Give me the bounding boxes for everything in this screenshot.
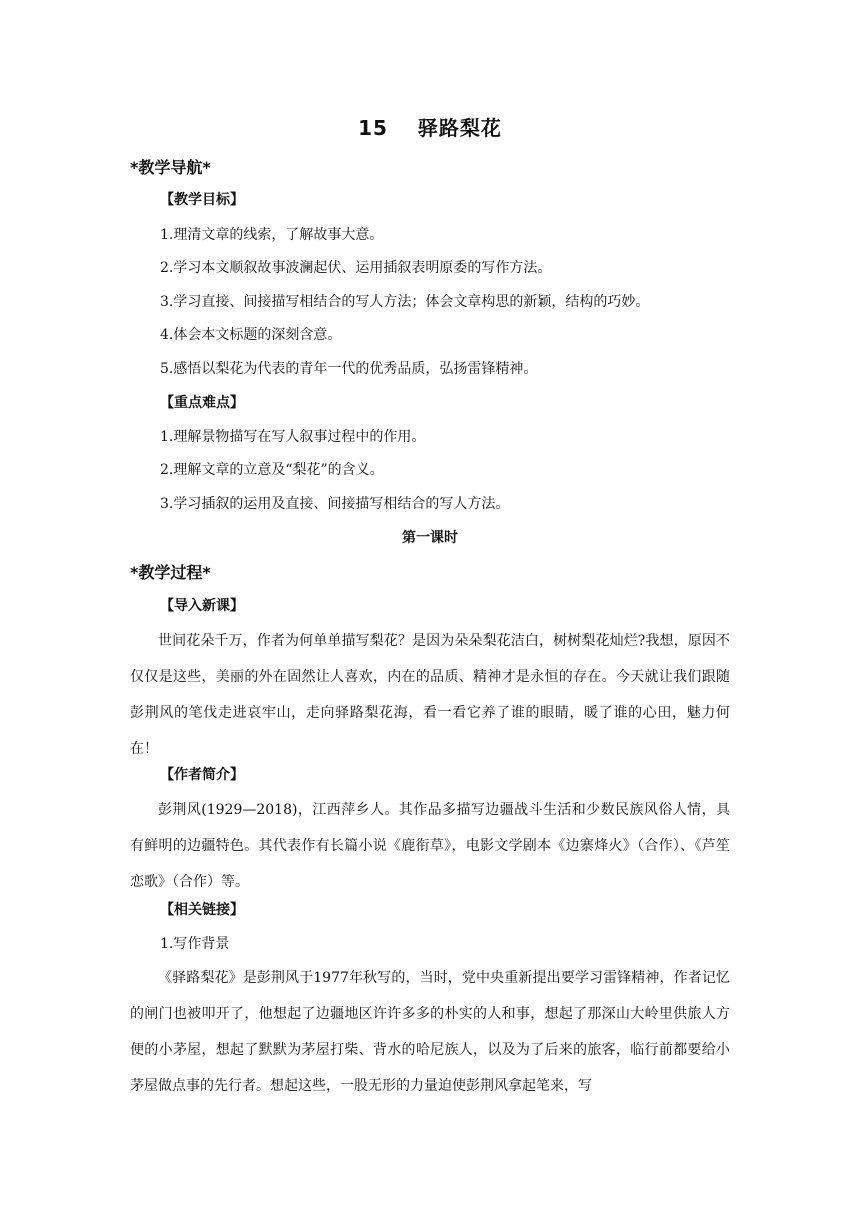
key-points-heading: 【重点难点】 bbox=[160, 395, 244, 411]
goal-item: 5.感悟以梨花为代表的青年一代的优秀品质，弘扬雷锋精神。 bbox=[160, 361, 538, 377]
author-heading: 【作者简介】 bbox=[160, 767, 244, 783]
intro-paragraph: 世间花朵千万，作者为何单单描写梨花？是因为朵朵梨花洁白，树树梨花灿烂?我想，原因不仅仅是这些，美丽的外在固然让人喜欢，内在的品质、精神才是永恒的存在。今天就让我们跟随彭荆风的笔伐走进哀牢山，走向驿路梨花海，看一看它养了谁的眼睛，暖了谁的心田，魅力何在！ bbox=[130, 633, 730, 757]
goal-item: 3.学习直接、间接描写相结合的写人方法；体会文章构思的新颖，结构的巧妙。 bbox=[160, 294, 650, 310]
key-point-item: 1.理解景物描写在写人叙事过程中的作用。 bbox=[160, 429, 426, 445]
author-paragraph: 彭荆风(1929—2018)，江西萍乡人。其作品多描写边疆战斗生活和少数民族风俗人情，具有鲜明的边疆特色。其代表作有长篇小说《鹿衔草》，电影文学剧本《边寨烽火》（合作）、《芦笙恋歌》（合作）等。 bbox=[130, 802, 730, 890]
key-point-item: 2.理解文章的立意及“梨花”的含义。 bbox=[160, 462, 384, 478]
period-heading: 第一课时 bbox=[402, 530, 458, 546]
lesson-title: 驿路梨花 bbox=[417, 116, 502, 140]
intro-heading: 【导入新课】 bbox=[160, 598, 244, 614]
key-point-item: 3.学习插叙的运用及直接、间接描写相结合的写人方法。 bbox=[160, 496, 510, 512]
page-title bbox=[0, 113, 860, 143]
goal-item: 1.理清文章的线索，了解故事大意。 bbox=[160, 227, 384, 243]
teaching-process-heading: *教学过程* bbox=[130, 563, 211, 582]
background-paragraph: 《驿路梨花》是彭荆风于1977年秋写的，当时，党中央重新提出要学习雷锋精神，作者记忆的闸门也被叩开了，他想起了边疆地区许许多多的朴实的人和事，想起了那深山大岭里供旅人方便的小茅屋，想起了默默为茅屋打柴、背水的哈尼族人，以及为了后来的旅客，临行前都要给小茅屋做点事的先行者。想起这些，一股无形的力量迫使彭荆风拿起笔来，写 bbox=[130, 970, 730, 1094]
lesson-number: 15 bbox=[358, 116, 388, 140]
teaching-goals-heading: 【教学目标】 bbox=[160, 192, 244, 208]
writing-background-label: 1.写作背景 bbox=[160, 936, 230, 952]
teaching-navigation-heading: *教学导航* bbox=[130, 158, 211, 177]
goal-item: 4.体会本文标题的深刻含意。 bbox=[160, 327, 342, 343]
goal-item: 2.学习本文顺叙故事波澜起伏、运用插叙表明原委的写作方法。 bbox=[160, 260, 552, 276]
links-heading: 【相关链接】 bbox=[160, 902, 244, 918]
